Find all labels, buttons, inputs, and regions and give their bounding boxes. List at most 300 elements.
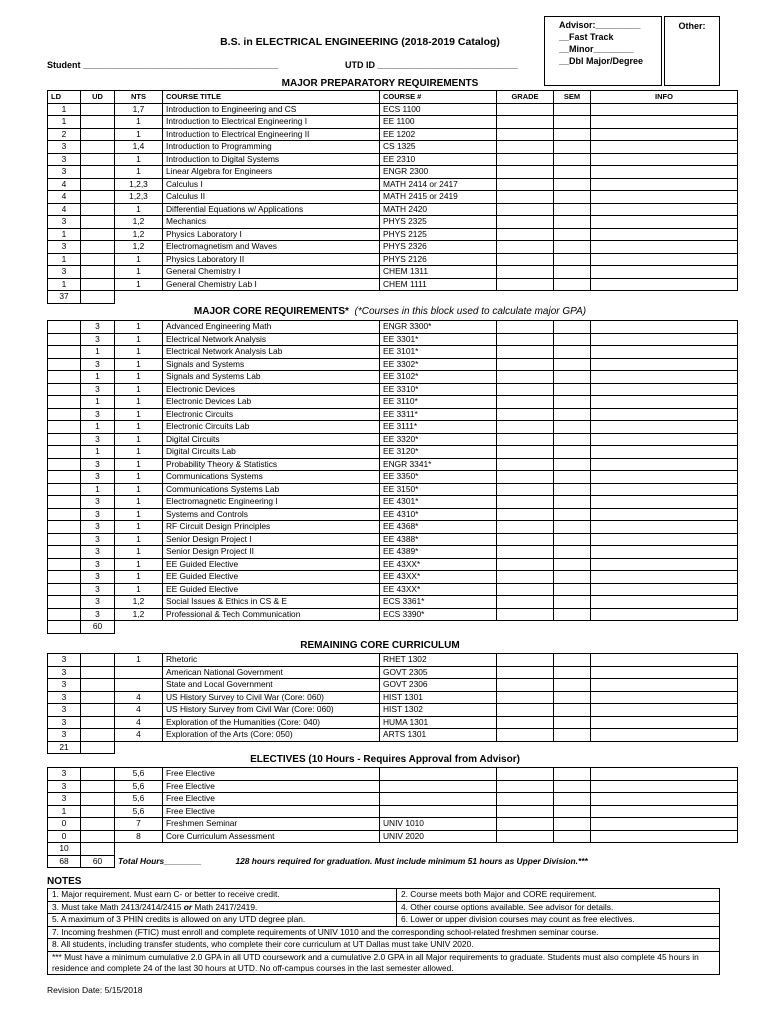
- course-title-cell: Introduction to Engineering and CS: [163, 103, 380, 116]
- notes-ref-cell: 1: [115, 471, 163, 484]
- grade-cell[interactable]: [497, 458, 554, 471]
- notes-ref-cell: 1: [115, 358, 163, 371]
- grade-cell[interactable]: [497, 571, 554, 584]
- info-cell[interactable]: [591, 266, 738, 279]
- grade-cell[interactable]: [497, 546, 554, 559]
- notes-ref-cell: 1: [115, 421, 163, 434]
- course-title-cell: Free Elective: [163, 768, 380, 781]
- info-cell[interactable]: [591, 203, 738, 216]
- grade-cell[interactable]: [497, 421, 554, 434]
- notes-ref-cell: 1: [115, 533, 163, 546]
- grade-cell[interactable]: [497, 371, 554, 384]
- ud-cell: [81, 166, 115, 179]
- course-title-cell: EE Guided Elective: [163, 583, 380, 596]
- grade-cell[interactable]: [497, 103, 554, 116]
- sem-cell[interactable]: [554, 178, 591, 191]
- ud-cell: 1: [81, 483, 115, 496]
- col-sem: SEM: [554, 91, 591, 104]
- course-title-cell: Probability Theory & Statistics: [163, 458, 380, 471]
- sem-cell[interactable]: [554, 830, 591, 843]
- grade-cell[interactable]: [497, 793, 554, 806]
- grade-cell[interactable]: [497, 396, 554, 409]
- notes-ref-cell: 1: [115, 571, 163, 584]
- sem-cell[interactable]: [554, 583, 591, 596]
- ud-cell: [81, 266, 115, 279]
- minor-option[interactable]: __Minor________: [559, 44, 634, 54]
- course-title-cell: Rhetoric: [163, 654, 380, 667]
- sem-cell[interactable]: [554, 558, 591, 571]
- info-cell[interactable]: [591, 704, 738, 717]
- table-row: [48, 496, 738, 509]
- grade-cell[interactable]: [497, 408, 554, 421]
- grade-cell[interactable]: [497, 203, 554, 216]
- course-title-cell: Advanced Engineering Math: [163, 321, 380, 334]
- course-title-cell: Introduction to Electrical Engineering I: [163, 116, 380, 129]
- course-number-cell: EE 4388*: [380, 533, 497, 546]
- sem-cell[interactable]: [554, 768, 591, 781]
- info-cell[interactable]: [591, 408, 738, 421]
- note-4: 4. Other course options available. See advisor for details.: [397, 901, 720, 914]
- sem-cell[interactable]: [554, 546, 591, 559]
- sem-cell[interactable]: [554, 203, 591, 216]
- grade-cell[interactable]: [497, 608, 554, 621]
- sem-cell[interactable]: [554, 358, 591, 371]
- info-cell[interactable]: [591, 666, 738, 679]
- course-title-cell: American National Government: [163, 666, 380, 679]
- info-cell[interactable]: [591, 805, 738, 818]
- note-5: 5. A maximum of 3 PHIN credits is allowed on any UTD degree plan.: [48, 914, 397, 927]
- notes-ref-cell: 1,7: [115, 103, 163, 116]
- sem-cell[interactable]: [554, 471, 591, 484]
- info-cell[interactable]: [591, 346, 738, 359]
- sem-cell[interactable]: [554, 128, 591, 141]
- ud-cell: [81, 768, 115, 781]
- notes-ref-cell: 4: [115, 704, 163, 717]
- ud-cell: [81, 679, 115, 692]
- sem-cell[interactable]: [554, 241, 591, 254]
- info-cell[interactable]: [591, 691, 738, 704]
- sem-cell[interactable]: [554, 333, 591, 346]
- table-row: [48, 358, 738, 371]
- table-row: [48, 421, 738, 434]
- table-row: [48, 691, 738, 704]
- info-cell[interactable]: [591, 496, 738, 509]
- grade-cell[interactable]: [497, 228, 554, 241]
- grade-cell[interactable]: [497, 153, 554, 166]
- course-number-cell: EE 1100: [380, 116, 497, 129]
- info-cell[interactable]: [591, 446, 738, 459]
- info-cell[interactable]: [591, 533, 738, 546]
- ld-cell: [48, 508, 81, 521]
- grade-cell[interactable]: [497, 358, 554, 371]
- grade-cell[interactable]: [497, 780, 554, 793]
- info-cell[interactable]: [591, 191, 738, 204]
- ld-cell: [48, 521, 81, 534]
- sem-cell[interactable]: [554, 253, 591, 266]
- ld-cell: [48, 483, 81, 496]
- sem-cell[interactable]: [554, 446, 591, 459]
- core-table: [47, 320, 738, 634]
- ld-cell: 1: [48, 103, 81, 116]
- info-cell[interactable]: [591, 153, 738, 166]
- info-cell[interactable]: [591, 216, 738, 229]
- note-7: 7. Incoming freshmen (FTIC) must enroll and complete requirements of UNIV 1010 and the corresponding school-related freshmen seminar course.: [48, 926, 720, 939]
- grade-cell[interactable]: [497, 679, 554, 692]
- grade-cell[interactable]: [497, 596, 554, 609]
- sem-cell[interactable]: [554, 793, 591, 806]
- course-title-cell: Communications Systems Lab: [163, 483, 380, 496]
- total-hours-label[interactable]: Total Hours________: [118, 855, 202, 866]
- info-cell[interactable]: [591, 780, 738, 793]
- notes-ref-cell: 1: [115, 128, 163, 141]
- ud-cell: 3: [81, 608, 115, 621]
- ld-cell: 3: [48, 166, 81, 179]
- sem-cell[interactable]: [554, 608, 591, 621]
- sem-cell[interactable]: [554, 704, 591, 717]
- ud-cell: [81, 278, 115, 291]
- sem-cell[interactable]: [554, 483, 591, 496]
- grade-cell[interactable]: [497, 768, 554, 781]
- info-cell[interactable]: [591, 471, 738, 484]
- grade-cell[interactable]: [497, 253, 554, 266]
- sem-cell[interactable]: [554, 191, 591, 204]
- info-cell[interactable]: [591, 371, 738, 384]
- grade-cell[interactable]: [497, 508, 554, 521]
- info-cell[interactable]: [591, 358, 738, 371]
- sem-cell[interactable]: [554, 371, 591, 384]
- ld-cell: 3: [48, 241, 81, 254]
- course-number-cell: MATH 2414 or 2417: [380, 178, 497, 191]
- notes-ref-cell: 1: [115, 654, 163, 667]
- note-6: 6. Lower or upper division courses may count as free electives.: [397, 914, 720, 927]
- course-number-cell: EE 3150*: [380, 483, 497, 496]
- grade-cell[interactable]: [497, 654, 554, 667]
- notes-ref-cell: 1,2: [115, 228, 163, 241]
- grade-cell[interactable]: [497, 216, 554, 229]
- ld-cell: 4: [48, 203, 81, 216]
- course-title-cell: Social Issues & Ethics in CS & E: [163, 596, 380, 609]
- info-cell[interactable]: [591, 818, 738, 831]
- info-cell[interactable]: [591, 558, 738, 571]
- course-title-cell: Signals and Systems Lab: [163, 371, 380, 384]
- info-cell[interactable]: [591, 103, 738, 116]
- ud-cell: 1: [81, 396, 115, 409]
- advisor-line[interactable]: Advisor:_________: [559, 20, 641, 30]
- notes-ref-cell: 1,2,3: [115, 178, 163, 191]
- ld-cell: 3: [48, 729, 81, 742]
- notes-ref-cell: 4: [115, 716, 163, 729]
- info-cell[interactable]: [591, 383, 738, 396]
- table-row: [48, 793, 738, 806]
- sem-cell[interactable]: [554, 321, 591, 334]
- grade-cell[interactable]: [497, 729, 554, 742]
- sem-cell[interactable]: [554, 228, 591, 241]
- page-title: B.S. in ELECTRICAL ENGINEERING (2018-2019 Catalog): [220, 36, 500, 48]
- grade-cell[interactable]: [497, 691, 554, 704]
- course-number-cell: EE 3110*: [380, 396, 497, 409]
- course-title-cell: Calculus I: [163, 178, 380, 191]
- ud-cell: [81, 818, 115, 831]
- sem-cell[interactable]: [554, 408, 591, 421]
- dbl-major-option[interactable]: __Dbl Major/Degree: [559, 56, 644, 66]
- info-cell[interactable]: [591, 253, 738, 266]
- notes-ref-cell: 1: [115, 546, 163, 559]
- sem-cell[interactable]: [554, 396, 591, 409]
- ud-cell: 3: [81, 321, 115, 334]
- sem-cell[interactable]: [554, 805, 591, 818]
- ld-cell: [48, 533, 81, 546]
- notes-ref-cell: 1: [115, 483, 163, 496]
- ud-cell: [81, 216, 115, 229]
- grade-cell[interactable]: [497, 266, 554, 279]
- grade-cell[interactable]: [497, 116, 554, 129]
- grade-cell[interactable]: [497, 166, 554, 179]
- info-cell[interactable]: [591, 396, 738, 409]
- info-cell[interactable]: [591, 278, 738, 291]
- grade-cell[interactable]: [497, 496, 554, 509]
- sem-cell[interactable]: [554, 116, 591, 129]
- info-cell[interactable]: [591, 241, 738, 254]
- info-cell[interactable]: [591, 141, 738, 154]
- info-cell[interactable]: [591, 571, 738, 584]
- info-cell[interactable]: [591, 679, 738, 692]
- col-grade: GRADE: [497, 91, 554, 104]
- grand-total-ud: 60: [81, 855, 115, 868]
- ud-cell: 1: [81, 346, 115, 359]
- grade-cell[interactable]: [497, 471, 554, 484]
- ud-cell: [81, 128, 115, 141]
- course-title-cell: US History Survey from Civil War (Core: 060): [163, 704, 380, 717]
- table-row: [48, 508, 738, 521]
- table-row: [48, 153, 738, 166]
- info-cell[interactable]: [591, 508, 738, 521]
- ld-cell: 3: [48, 793, 81, 806]
- course-title-cell: Physics Laboratory I: [163, 228, 380, 241]
- ud-cell: 3: [81, 358, 115, 371]
- ld-cell: [48, 458, 81, 471]
- grade-cell[interactable]: [497, 433, 554, 446]
- sem-cell[interactable]: [554, 691, 591, 704]
- course-number-cell: PHYS 2325: [380, 216, 497, 229]
- remaining-section-title: REMAINING CORE CURRICULUM: [300, 640, 460, 651]
- ld-cell: 3: [48, 704, 81, 717]
- sem-cell[interactable]: [554, 521, 591, 534]
- col-nts: NTS: [115, 91, 163, 104]
- grand-total-row: [48, 855, 738, 868]
- ud-cell: [81, 228, 115, 241]
- sem-cell[interactable]: [554, 496, 591, 509]
- notes-ref-cell: 1: [115, 583, 163, 596]
- sem-cell[interactable]: [554, 508, 591, 521]
- ld-cell: 3: [48, 216, 81, 229]
- grade-cell[interactable]: [497, 533, 554, 546]
- sem-cell[interactable]: [554, 141, 591, 154]
- ud-cell: [81, 805, 115, 818]
- col-course: COURSE #: [380, 91, 497, 104]
- info-cell[interactable]: [591, 321, 738, 334]
- grade-cell[interactable]: [497, 333, 554, 346]
- info-cell[interactable]: [591, 483, 738, 496]
- grade-cell[interactable]: [497, 191, 554, 204]
- grade-cell[interactable]: [497, 446, 554, 459]
- course-title-cell: RF Circuit Design Principles: [163, 521, 380, 534]
- ld-cell: 0: [48, 830, 81, 843]
- other-box: Other:: [664, 16, 720, 86]
- course-number-cell: EE 3350*: [380, 471, 497, 484]
- course-number-cell: EE 3311*: [380, 408, 497, 421]
- ld-cell: [48, 546, 81, 559]
- info-cell[interactable]: [591, 228, 738, 241]
- info-cell[interactable]: [591, 458, 738, 471]
- info-cell[interactable]: [591, 178, 738, 191]
- sem-cell[interactable]: [554, 153, 591, 166]
- grade-cell[interactable]: [497, 141, 554, 154]
- sem-cell[interactable]: [554, 716, 591, 729]
- info-cell[interactable]: [591, 128, 738, 141]
- info-cell[interactable]: [591, 654, 738, 667]
- table-row: [48, 141, 738, 154]
- sem-cell[interactable]: [554, 458, 591, 471]
- course-number-cell: ENGR 3300*: [380, 321, 497, 334]
- course-number-cell: UNIV 2020: [380, 830, 497, 843]
- grade-cell[interactable]: [497, 321, 554, 334]
- course-title-cell: Free Elective: [163, 793, 380, 806]
- table-row: [48, 433, 738, 446]
- info-cell[interactable]: [591, 546, 738, 559]
- ud-cell: 3: [81, 521, 115, 534]
- sem-cell[interactable]: [554, 166, 591, 179]
- course-title-cell: Signals and Systems: [163, 358, 380, 371]
- table-header: [48, 91, 738, 104]
- notes-ref-cell: 1: [115, 321, 163, 334]
- notes-ref-cell: 1,2: [115, 241, 163, 254]
- info-cell[interactable]: [591, 729, 738, 742]
- fast-track-option[interactable]: __Fast Track: [559, 32, 614, 42]
- grade-cell[interactable]: [497, 278, 554, 291]
- sem-cell[interactable]: [554, 216, 591, 229]
- revision-date: Revision Date: 5/15/2018: [47, 985, 143, 995]
- sem-cell[interactable]: [554, 666, 591, 679]
- notes-ref-cell: 1: [115, 253, 163, 266]
- notes-ref-cell: 1: [115, 446, 163, 459]
- info-cell[interactable]: [591, 768, 738, 781]
- sem-cell[interactable]: [554, 533, 591, 546]
- table-row: [48, 446, 738, 459]
- grade-cell[interactable]: [497, 830, 554, 843]
- sem-cell[interactable]: [554, 679, 591, 692]
- course-number-cell: ECS 3361*: [380, 596, 497, 609]
- ld-cell: 1: [48, 253, 81, 266]
- sem-cell[interactable]: [554, 571, 591, 584]
- sem-cell[interactable]: [554, 780, 591, 793]
- grade-cell[interactable]: [497, 241, 554, 254]
- sem-cell[interactable]: [554, 729, 591, 742]
- sem-cell[interactable]: [554, 654, 591, 667]
- course-title-cell: Electrical Network Analysis: [163, 333, 380, 346]
- course-title-cell: Physics Laboratory II: [163, 253, 380, 266]
- course-title-cell: Differential Equations w/ Applications: [163, 203, 380, 216]
- sem-cell[interactable]: [554, 103, 591, 116]
- ld-cell: 1: [48, 805, 81, 818]
- info-cell[interactable]: [591, 333, 738, 346]
- sem-cell[interactable]: [554, 266, 591, 279]
- info-cell[interactable]: [591, 433, 738, 446]
- grade-cell[interactable]: [497, 704, 554, 717]
- note-3-or: or: [183, 901, 193, 912]
- grade-cell[interactable]: [497, 716, 554, 729]
- table-row: [48, 768, 738, 781]
- grade-cell[interactable]: [497, 383, 554, 396]
- sem-cell[interactable]: [554, 346, 591, 359]
- info-cell[interactable]: [591, 716, 738, 729]
- course-number-cell: [380, 768, 497, 781]
- course-number-cell: EE 3301*: [380, 333, 497, 346]
- notes-ref-cell: 5,6: [115, 780, 163, 793]
- info-cell[interactable]: [591, 521, 738, 534]
- ud-cell: [81, 153, 115, 166]
- sem-cell[interactable]: [554, 818, 591, 831]
- grade-cell[interactable]: [497, 483, 554, 496]
- notes-ref-cell: 1,2: [115, 216, 163, 229]
- table-row: [48, 679, 738, 692]
- info-cell[interactable]: [591, 116, 738, 129]
- info-cell[interactable]: [591, 830, 738, 843]
- info-cell[interactable]: [591, 793, 738, 806]
- course-title-cell: Linear Algebra for Engineers: [163, 166, 380, 179]
- ud-cell: [81, 666, 115, 679]
- table-row: [48, 571, 738, 584]
- grade-cell[interactable]: [497, 666, 554, 679]
- grade-cell[interactable]: [497, 805, 554, 818]
- grade-cell[interactable]: [497, 583, 554, 596]
- info-cell[interactable]: [591, 583, 738, 596]
- ld-cell: 3: [48, 153, 81, 166]
- course-number-cell: CHEM 1311: [380, 266, 497, 279]
- utd-id-field[interactable]: UTD ID ____________________________: [345, 60, 518, 70]
- info-cell[interactable]: [591, 596, 738, 609]
- sem-cell[interactable]: [554, 278, 591, 291]
- ud-cell: 3: [81, 471, 115, 484]
- table-row: [48, 666, 738, 679]
- grade-cell[interactable]: [497, 818, 554, 831]
- info-cell[interactable]: [591, 421, 738, 434]
- info-cell[interactable]: [591, 166, 738, 179]
- grade-cell[interactable]: [497, 128, 554, 141]
- course-number-cell: EE 43XX*: [380, 571, 497, 584]
- sem-cell[interactable]: [554, 383, 591, 396]
- grade-cell[interactable]: [497, 178, 554, 191]
- course-title-cell: EE Guided Elective: [163, 558, 380, 571]
- ud-total: 60: [81, 621, 115, 634]
- notes-ref-cell: 1: [115, 521, 163, 534]
- course-number-cell: EE 4301*: [380, 496, 497, 509]
- course-number-cell: EE 3310*: [380, 383, 497, 396]
- ud-cell: 3: [81, 596, 115, 609]
- sem-cell[interactable]: [554, 421, 591, 434]
- info-cell[interactable]: [591, 608, 738, 621]
- ld-cell: [48, 383, 81, 396]
- table-row: [48, 558, 738, 571]
- notes-ref-cell: 7: [115, 818, 163, 831]
- ud-cell: 3: [81, 546, 115, 559]
- grade-cell[interactable]: [497, 558, 554, 571]
- sem-cell[interactable]: [554, 596, 591, 609]
- grade-cell[interactable]: [497, 346, 554, 359]
- sem-cell[interactable]: [554, 433, 591, 446]
- grade-cell[interactable]: [497, 521, 554, 534]
- student-name-field[interactable]: Student _______________________________________: [47, 60, 279, 70]
- course-number-cell: UNIV 1010: [380, 818, 497, 831]
